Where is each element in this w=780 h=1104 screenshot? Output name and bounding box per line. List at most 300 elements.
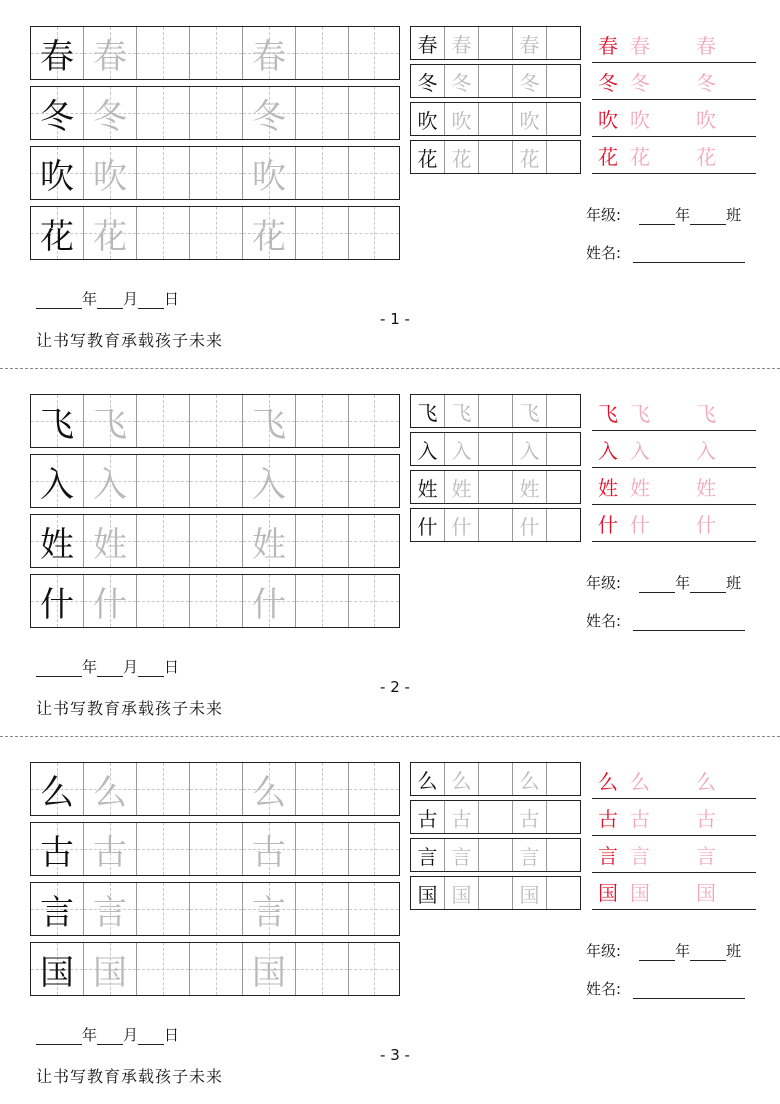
trace-character: 古 (451, 806, 472, 831)
small-practice-grid (410, 394, 581, 546)
small-practice-row (410, 800, 581, 834)
small-practice-cell[interactable] (445, 27, 479, 59)
practice-cell[interactable] (190, 87, 243, 139)
trace-character: 吹 (252, 156, 286, 197)
practice-row (30, 514, 400, 568)
grade-label: 年级: (586, 574, 622, 592)
small-practice-row (410, 876, 581, 910)
pink-trace-character: 古 (630, 807, 650, 831)
model-character: 姓 (417, 476, 438, 501)
trace-character: 国 (451, 882, 472, 907)
trace-character: 姓 (451, 476, 472, 501)
small-practice-cell[interactable] (547, 65, 580, 97)
small-practice-cell[interactable] (411, 27, 445, 59)
pink-trace-character: 国 (696, 881, 716, 905)
practice-cell[interactable] (84, 515, 137, 567)
practice-cell[interactable] (296, 395, 349, 447)
small-practice-cell[interactable] (479, 839, 513, 871)
red-practice-line[interactable] (592, 431, 756, 468)
small-practice-cell[interactable] (445, 471, 479, 503)
date-month-blank[interactable] (97, 1028, 123, 1045)
practice-cell[interactable] (31, 763, 84, 815)
practice-cell[interactable] (190, 207, 243, 259)
red-practice-line[interactable] (592, 505, 756, 542)
red-practice-line[interactable] (592, 836, 756, 873)
model-character: 姓 (40, 524, 74, 565)
trace-character: 姓 (93, 524, 127, 565)
red-practice-line[interactable] (592, 137, 756, 174)
small-practice-row (410, 838, 581, 872)
practice-cell[interactable] (349, 455, 399, 507)
practice-cell[interactable] (84, 87, 137, 139)
pink-trace-character: 飞 (696, 402, 716, 426)
practice-cell[interactable] (31, 823, 84, 875)
small-practice-cell[interactable] (513, 103, 547, 135)
practice-cell[interactable] (137, 943, 190, 995)
practice-cell[interactable] (296, 763, 349, 815)
name-label: 姓名: (586, 244, 622, 262)
grade-class-blank[interactable] (690, 944, 726, 961)
practice-cell[interactable] (31, 515, 84, 567)
large-practice-grid (30, 26, 400, 266)
small-practice-cell[interactable] (445, 433, 479, 465)
red-model-character: 入 (598, 439, 618, 463)
small-practice-cell[interactable] (513, 509, 547, 541)
practice-cell[interactable] (296, 455, 349, 507)
page-number: - 3 - (380, 1046, 410, 1064)
small-practice-cell[interactable] (479, 65, 513, 97)
small-practice-cell[interactable] (513, 433, 547, 465)
small-practice-cell[interactable] (445, 395, 479, 427)
trace-character: 国 (252, 952, 286, 993)
small-practice-cell[interactable] (547, 395, 580, 427)
pink-trace-character: 花 (696, 145, 716, 169)
small-practice-cell[interactable] (411, 141, 445, 173)
small-practice-cell[interactable] (513, 141, 547, 173)
model-character: 什 (417, 514, 438, 539)
practice-cell[interactable] (243, 883, 296, 935)
name-label: 姓名: (586, 980, 622, 998)
trace-character: 冬 (252, 96, 286, 137)
practice-cell[interactable] (84, 207, 137, 259)
trace-character: 什 (519, 514, 540, 539)
red-model-character: 言 (598, 844, 618, 868)
model-character: 什 (40, 584, 74, 625)
name-blank[interactable] (633, 246, 745, 263)
practice-cell[interactable] (349, 515, 399, 567)
trace-character: 姓 (252, 524, 286, 565)
practice-cell[interactable] (190, 575, 243, 627)
small-practice-row (410, 432, 581, 466)
model-character: 么 (40, 772, 74, 813)
practice-cell[interactable] (137, 455, 190, 507)
date-year-blank[interactable] (36, 1028, 82, 1045)
practice-cell[interactable] (84, 147, 137, 199)
practice-cell[interactable] (31, 883, 84, 935)
model-character: 言 (40, 892, 74, 933)
practice-cell[interactable] (243, 207, 296, 259)
practice-cell[interactable] (296, 87, 349, 139)
grade-year-blank[interactable] (639, 944, 675, 961)
red-practice-line[interactable] (592, 873, 756, 910)
trace-character: 春 (519, 32, 540, 57)
practice-cell[interactable] (31, 207, 84, 259)
pink-trace-character: 入 (696, 439, 716, 463)
model-character: 冬 (40, 96, 74, 137)
practice-cell[interactable] (137, 147, 190, 199)
name-field (586, 610, 745, 631)
pink-trace-character: 春 (630, 34, 650, 58)
red-practice-line[interactable] (592, 100, 756, 137)
grade-field (586, 572, 741, 593)
practice-cell[interactable] (349, 763, 399, 815)
small-practice-row (410, 140, 581, 174)
red-model-character: 吹 (598, 108, 618, 132)
practice-row (30, 206, 400, 260)
small-practice-cell[interactable] (547, 433, 580, 465)
small-practice-cell[interactable] (547, 763, 580, 795)
practice-row (30, 762, 400, 816)
small-practice-cell[interactable] (513, 27, 547, 59)
trace-character: 么 (519, 768, 540, 793)
trace-character: 什 (93, 584, 127, 625)
name-blank[interactable] (633, 982, 745, 999)
trace-character: 花 (451, 146, 472, 171)
practice-cell[interactable] (190, 395, 243, 447)
practice-cell[interactable] (243, 395, 296, 447)
trace-character: 吹 (519, 108, 540, 133)
practice-cell[interactable] (349, 575, 399, 627)
grade-label: 年级: (586, 206, 622, 224)
trace-character: 飞 (252, 404, 286, 445)
practice-cell[interactable] (243, 87, 296, 139)
practice-cell[interactable] (349, 87, 399, 139)
red-practice-line[interactable] (592, 394, 756, 431)
grade-field (586, 204, 741, 225)
model-character: 春 (417, 32, 438, 57)
small-practice-cell[interactable] (445, 509, 479, 541)
date-day-label: 日 (164, 290, 180, 308)
red-model-character: 飞 (598, 402, 618, 426)
model-character: 古 (417, 806, 438, 831)
date-field (36, 288, 179, 309)
model-character: 吹 (417, 108, 438, 133)
small-practice-cell[interactable] (513, 65, 547, 97)
small-practice-cell[interactable] (411, 103, 445, 135)
practice-cell[interactable] (137, 87, 190, 139)
small-practice-cell[interactable] (547, 839, 580, 871)
model-character: 入 (417, 438, 438, 463)
date-month-label: 月 (123, 1026, 139, 1044)
small-practice-cell[interactable] (445, 103, 479, 135)
practice-cell[interactable] (137, 823, 190, 875)
small-practice-cell[interactable] (479, 141, 513, 173)
model-character: 吹 (40, 156, 74, 197)
date-day-label: 日 (164, 658, 180, 676)
small-practice-cell[interactable] (411, 395, 445, 427)
small-practice-cell[interactable] (411, 839, 445, 871)
small-practice-cell[interactable] (445, 65, 479, 97)
pink-trace-character: 么 (696, 770, 716, 794)
small-practice-row (410, 26, 581, 60)
practice-cell[interactable] (137, 27, 190, 79)
practice-sheet (0, 0, 780, 368)
practice-cell[interactable] (243, 943, 296, 995)
practice-row (30, 146, 400, 200)
small-practice-cell[interactable] (445, 877, 479, 909)
small-practice-cell[interactable] (411, 763, 445, 795)
practice-cell[interactable] (190, 883, 243, 935)
practice-cell[interactable] (296, 943, 349, 995)
practice-cell[interactable] (84, 823, 137, 875)
small-practice-cell[interactable] (479, 103, 513, 135)
grade-year-blank[interactable] (639, 576, 675, 593)
trace-character: 吹 (93, 156, 127, 197)
small-practice-cell[interactable] (445, 141, 479, 173)
practice-cell[interactable] (84, 575, 137, 627)
trace-character: 国 (519, 882, 540, 907)
small-practice-cell[interactable] (479, 471, 513, 503)
name-label: 姓名: (586, 612, 622, 630)
practice-cell[interactable] (84, 455, 137, 507)
small-practice-cell[interactable] (411, 433, 445, 465)
small-practice-cell[interactable] (547, 27, 580, 59)
trace-character: 么 (451, 768, 472, 793)
practice-row (30, 822, 400, 876)
pink-trace-character: 什 (630, 513, 650, 537)
small-practice-cell[interactable] (547, 877, 580, 909)
trace-character: 春 (93, 36, 127, 77)
slogan: 让书写教育承载孩子未来 (36, 699, 224, 718)
trace-character: 飞 (93, 404, 127, 445)
red-practice-line[interactable] (592, 63, 756, 100)
date-month-blank[interactable] (97, 292, 123, 309)
small-practice-cell[interactable] (513, 471, 547, 503)
practice-cell[interactable] (137, 515, 190, 567)
small-practice-cell[interactable] (547, 471, 580, 503)
model-character: 飞 (417, 400, 438, 425)
practice-cell[interactable] (243, 455, 296, 507)
practice-sheet (0, 736, 780, 1104)
pink-trace-character: 言 (630, 844, 650, 868)
practice-cell[interactable] (296, 883, 349, 935)
date-day-blank[interactable] (138, 292, 164, 309)
practice-cell[interactable] (190, 515, 243, 567)
grade-class-label: 班 (726, 574, 742, 592)
trace-character: 古 (252, 832, 286, 873)
trace-character: 言 (93, 892, 127, 933)
date-day-blank[interactable] (138, 1028, 164, 1045)
date-month-label: 月 (123, 658, 139, 676)
date-year-blank[interactable] (36, 660, 82, 677)
red-model-character: 什 (598, 513, 618, 537)
practice-cell[interactable] (190, 455, 243, 507)
small-practice-cell[interactable] (513, 763, 547, 795)
small-practice-cell[interactable] (445, 801, 479, 833)
trace-character: 什 (252, 584, 286, 625)
small-practice-cell[interactable] (513, 395, 547, 427)
practice-cell[interactable] (349, 823, 399, 875)
red-practice-lines (592, 762, 756, 910)
pink-trace-character: 姓 (696, 476, 716, 500)
grade-year-blank[interactable] (639, 208, 675, 225)
trace-character: 冬 (451, 70, 472, 95)
model-character: 花 (40, 216, 74, 257)
practice-cell[interactable] (296, 515, 349, 567)
trace-character: 冬 (93, 96, 127, 137)
small-practice-row (410, 762, 581, 796)
practice-cell[interactable] (243, 27, 296, 79)
small-practice-cell[interactable] (547, 103, 580, 135)
small-practice-row (410, 102, 581, 136)
practice-cell[interactable] (349, 27, 399, 79)
model-character: 春 (40, 36, 74, 77)
model-character: 古 (40, 832, 74, 873)
trace-character: 入 (252, 464, 286, 505)
trace-character: 入 (519, 438, 540, 463)
small-practice-cell[interactable] (445, 839, 479, 871)
practice-cell[interactable] (349, 207, 399, 259)
small-practice-cell[interactable] (547, 141, 580, 173)
trace-character: 言 (252, 892, 286, 933)
practice-cell[interactable] (137, 763, 190, 815)
model-character: 飞 (40, 404, 74, 445)
practice-cell[interactable] (137, 575, 190, 627)
small-practice-cell[interactable] (411, 801, 445, 833)
practice-cell[interactable] (31, 575, 84, 627)
trace-character: 花 (252, 216, 286, 257)
small-practice-cell[interactable] (547, 801, 580, 833)
red-practice-line[interactable] (592, 26, 756, 63)
practice-cell[interactable] (190, 27, 243, 79)
small-practice-cell[interactable] (479, 27, 513, 59)
page-number: - 2 - (380, 678, 410, 696)
small-practice-cell[interactable] (445, 763, 479, 795)
red-practice-line[interactable] (592, 468, 756, 505)
small-practice-cell[interactable] (411, 65, 445, 97)
date-day-label: 日 (164, 1026, 180, 1044)
grade-year-label: 年 (675, 574, 691, 592)
grade-class-blank[interactable] (690, 576, 726, 593)
practice-cell[interactable] (296, 207, 349, 259)
trace-character: 么 (252, 772, 286, 813)
practice-cell[interactable] (243, 575, 296, 627)
small-practice-cell[interactable] (479, 509, 513, 541)
practice-cell[interactable] (243, 147, 296, 199)
practice-cell[interactable] (31, 943, 84, 995)
pink-trace-character: 古 (696, 807, 716, 831)
practice-cell[interactable] (296, 147, 349, 199)
red-model-character: 古 (598, 807, 618, 831)
small-practice-cell[interactable] (479, 877, 513, 909)
small-practice-cell[interactable] (513, 801, 547, 833)
red-model-character: 冬 (598, 71, 618, 95)
red-model-character: 么 (598, 770, 618, 794)
practice-cell[interactable] (190, 147, 243, 199)
practice-cell[interactable] (190, 823, 243, 875)
practice-cell[interactable] (31, 147, 84, 199)
practice-row (30, 454, 400, 508)
red-model-character: 国 (598, 881, 618, 905)
trace-character: 入 (451, 438, 472, 463)
large-practice-grid (30, 762, 400, 1002)
practice-cell[interactable] (349, 883, 399, 935)
grade-year-label: 年 (675, 942, 691, 960)
slogan: 让书写教育承载孩子未来 (36, 331, 224, 350)
practice-row (30, 26, 400, 80)
red-practice-line[interactable] (592, 762, 756, 799)
date-month-blank[interactable] (97, 660, 123, 677)
small-practice-cell[interactable] (479, 395, 513, 427)
red-model-character: 花 (598, 145, 618, 169)
practice-cell[interactable] (137, 207, 190, 259)
grade-label: 年级: (586, 942, 622, 960)
small-practice-cell[interactable] (479, 763, 513, 795)
trace-character: 言 (451, 844, 472, 869)
practice-row (30, 882, 400, 936)
practice-cell[interactable] (190, 763, 243, 815)
date-year-label: 年 (82, 1026, 98, 1044)
small-practice-row (410, 470, 581, 504)
practice-cell[interactable] (31, 395, 84, 447)
practice-cell[interactable] (296, 575, 349, 627)
trace-character: 吹 (451, 108, 472, 133)
small-practice-cell[interactable] (513, 839, 547, 871)
grade-class-blank[interactable] (690, 208, 726, 225)
practice-cell[interactable] (31, 455, 84, 507)
practice-cell[interactable] (190, 943, 243, 995)
name-blank[interactable] (633, 614, 745, 631)
practice-cell[interactable] (84, 943, 137, 995)
practice-cell[interactable] (84, 395, 137, 447)
model-character: 国 (417, 882, 438, 907)
practice-cell[interactable] (243, 763, 296, 815)
practice-cell[interactable] (296, 27, 349, 79)
small-practice-cell[interactable] (411, 471, 445, 503)
trace-character: 么 (93, 772, 127, 813)
date-year-blank[interactable] (36, 292, 82, 309)
date-month-label: 月 (123, 290, 139, 308)
practice-cell[interactable] (243, 515, 296, 567)
practice-cell[interactable] (296, 823, 349, 875)
practice-cell[interactable] (84, 883, 137, 935)
practice-cell[interactable] (31, 87, 84, 139)
small-practice-cell[interactable] (479, 801, 513, 833)
red-practice-lines (592, 394, 756, 542)
practice-cell[interactable] (349, 395, 399, 447)
small-practice-cell[interactable] (547, 509, 580, 541)
practice-cell[interactable] (31, 27, 84, 79)
page-number: - 1 - (380, 310, 410, 328)
practice-cell[interactable] (243, 823, 296, 875)
trace-character: 言 (519, 844, 540, 869)
practice-cell[interactable] (84, 763, 137, 815)
date-year-label: 年 (82, 290, 98, 308)
red-practice-line[interactable] (592, 799, 756, 836)
small-practice-grid (410, 762, 581, 914)
practice-cell[interactable] (349, 943, 399, 995)
practice-cell[interactable] (84, 27, 137, 79)
small-practice-cell[interactable] (479, 433, 513, 465)
small-practice-cell[interactable] (513, 877, 547, 909)
small-practice-cell[interactable] (411, 877, 445, 909)
date-day-blank[interactable] (138, 660, 164, 677)
small-practice-cell[interactable] (411, 509, 445, 541)
practice-cell[interactable] (349, 147, 399, 199)
model-character: 花 (417, 146, 438, 171)
practice-cell[interactable] (137, 395, 190, 447)
practice-cell[interactable] (137, 883, 190, 935)
